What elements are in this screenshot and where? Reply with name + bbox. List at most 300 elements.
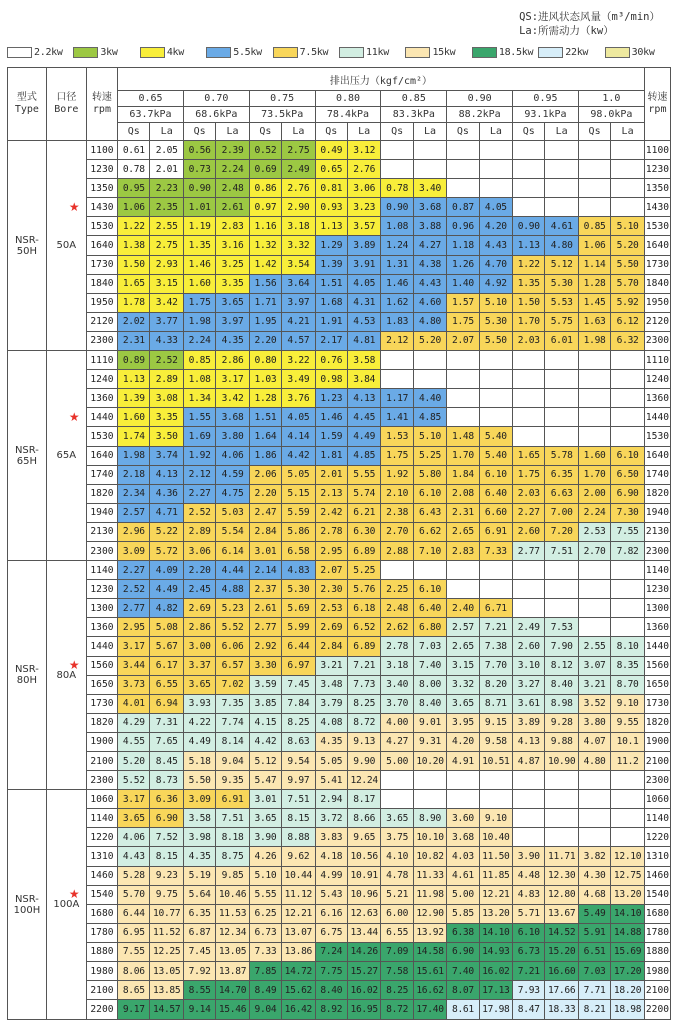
la-value: 4.21 (282, 312, 315, 331)
la-value: 5.30 (545, 274, 578, 293)
qs-value: 2.08 (447, 484, 479, 503)
qs-value: 7.40 (447, 962, 479, 981)
qs-value: 1.28 (249, 389, 281, 408)
la-value: 4.59 (216, 465, 249, 484)
empty-cell (479, 389, 512, 408)
qs-value: 6.90 (447, 942, 479, 961)
la-value: 8.70 (611, 675, 645, 694)
la-value: 10.90 (545, 752, 578, 771)
la-value: 11.71 (545, 847, 578, 866)
la-value: 7.03 (413, 637, 446, 656)
table-row (8, 446, 671, 465)
rpm-cell: 1820 (86, 484, 117, 503)
la-value: 2.01 (150, 160, 183, 179)
la-value: 5.30 (282, 580, 315, 599)
qs-value: 2.60 (513, 522, 545, 541)
la-value: 7.73 (347, 675, 380, 694)
table-row (8, 217, 671, 236)
qs-value: 4.06 (118, 828, 150, 847)
la-value: 5.25 (347, 561, 380, 580)
empty-cell (479, 179, 512, 198)
rpm-cell: 1880 (86, 942, 117, 961)
la-value: 6.97 (282, 656, 315, 675)
empty-cell (447, 790, 479, 809)
la-value: 10.1 (611, 732, 645, 751)
la-value: 4.45 (347, 408, 380, 427)
la-value: 8.40 (413, 694, 446, 713)
qs-value: 2.62 (381, 618, 413, 637)
legend-label: 5.5kw (233, 47, 262, 58)
empty-cell (578, 179, 610, 198)
empty-cell (513, 427, 545, 446)
star-icon: ★ (68, 409, 80, 424)
table-row (8, 293, 671, 312)
la-value: 13.05 (216, 942, 249, 961)
qs-value: 6.95 (118, 923, 150, 942)
la-value: 7.31 (150, 713, 183, 732)
performance-table (7, 67, 671, 1020)
qs-value: 3.65 (381, 809, 413, 828)
empty-cell (611, 408, 645, 427)
table-row (8, 580, 671, 599)
la-value: 7.38 (479, 637, 512, 656)
la-value: 10.40 (479, 828, 512, 847)
qs-value: 3.59 (249, 675, 281, 694)
qs-value: 3.98 (183, 828, 215, 847)
la-value: 13.87 (216, 962, 249, 981)
qs-value: 1.13 (513, 236, 545, 255)
qs-value: 2.52 (118, 580, 150, 599)
la-value: 9.88 (545, 732, 578, 751)
qs-value: 3.44 (118, 656, 150, 675)
la-value: 2.76 (282, 179, 315, 198)
qs-value: 2.27 (118, 561, 150, 580)
rpm-cell-right: 1820 (644, 713, 670, 732)
la-value: 5.78 (545, 446, 578, 465)
la-value: 12.30 (545, 866, 578, 885)
empty-cell (545, 370, 578, 389)
rpm-cell-right: 1640 (644, 446, 670, 465)
la-value: 4.06 (216, 446, 249, 465)
qs-value: 4.55 (118, 732, 150, 751)
legend-label: 15kw (432, 47, 456, 58)
rpm-cell-right: 1940 (644, 503, 670, 522)
la-value: 14.10 (611, 904, 645, 923)
rpm-cell: 1680 (86, 904, 117, 923)
la-value: 3.91 (347, 255, 380, 274)
la-value: 8.71 (479, 694, 512, 713)
la-value: 7.30 (611, 503, 645, 522)
empty-cell (479, 580, 512, 599)
la-value: 4.14 (282, 427, 315, 446)
la-value: 6.90 (150, 809, 183, 828)
la-value: 3.35 (216, 274, 249, 293)
rpm-cell-right: 1980 (644, 962, 670, 981)
la-value: 5.70 (611, 274, 645, 293)
rpm-cell-right: 1140 (644, 561, 670, 580)
la-value: 9.31 (413, 732, 446, 751)
la-column-label: La (150, 123, 183, 141)
la-value: 13.20 (611, 885, 645, 904)
la-value: 8.75 (216, 847, 249, 866)
la-value: 3.54 (282, 255, 315, 274)
qs-value: 1.19 (183, 217, 215, 236)
la-value: 11.2 (611, 752, 645, 771)
rpm-cell-right: 1350 (644, 179, 670, 198)
qs-value: 1.75 (183, 293, 215, 312)
bore-cell (46, 561, 86, 790)
rpm-cell-right: 1360 (644, 389, 670, 408)
empty-cell (513, 389, 545, 408)
rpm-cell-right: 1100 (644, 141, 670, 160)
qs-value: 2.03 (513, 331, 545, 350)
rpm-cell-right: 1440 (644, 637, 670, 656)
la-value: 5.10 (611, 217, 645, 236)
pressure-label: 0.90 (447, 91, 513, 107)
la-value: 4.05 (282, 408, 315, 427)
qs-value: 3.40 (381, 675, 413, 694)
la-value: 9.28 (545, 713, 578, 732)
qs-value: 2.03 (513, 484, 545, 503)
qs-value: 4.08 (315, 713, 347, 732)
rpm-cell-right: 1730 (644, 255, 670, 274)
la-value: 6.55 (150, 675, 183, 694)
la-value: 6.40 (479, 484, 512, 503)
empty-cell (545, 599, 578, 618)
qs-value: 4.61 (447, 866, 479, 885)
la-value: 15.69 (611, 942, 645, 961)
empty-cell (381, 351, 413, 370)
qs-value: 4.83 (513, 885, 545, 904)
qs-value: 3.65 (447, 694, 479, 713)
empty-cell (578, 427, 610, 446)
qs-value: 3.90 (513, 847, 545, 866)
la-value: 3.97 (216, 312, 249, 331)
rpm-cell: 1220 (86, 828, 117, 847)
la-value: 10.10 (413, 828, 446, 847)
la-value: 5.30 (479, 312, 512, 331)
legend-item (405, 45, 471, 60)
legend-swatch (405, 47, 430, 58)
rpm-cell: 1140 (86, 809, 117, 828)
la-value: 6.17 (150, 656, 183, 675)
note-la: La:所需动力（kw） (519, 25, 614, 37)
la-value: 3.97 (282, 293, 315, 312)
qs-value: 1.03 (249, 370, 281, 389)
rpm-cell-right: 1440 (644, 408, 670, 427)
qs-value: 2.55 (578, 637, 610, 656)
la-value: 6.10 (413, 484, 446, 503)
empty-cell (578, 828, 610, 847)
la-value: 4.88 (216, 580, 249, 599)
qs-value: 2.30 (315, 580, 347, 599)
empty-cell (381, 141, 413, 160)
la-value: 7.51 (216, 809, 249, 828)
qs-value: 3.90 (249, 828, 281, 847)
legend-swatch (7, 47, 32, 58)
la-value: 10.91 (347, 866, 380, 885)
pressure-label: 0.80 (315, 91, 381, 107)
la-value: 6.50 (611, 465, 645, 484)
la-value: 4.49 (150, 580, 183, 599)
qs-value: 1.60 (118, 408, 150, 427)
rpm-cell: 1730 (86, 255, 117, 274)
qs-value: 7.03 (578, 962, 610, 981)
table-row (8, 694, 671, 713)
qs-value: 0.85 (578, 217, 610, 236)
la-value: 2.76 (347, 160, 380, 179)
qs-value: 2.95 (315, 541, 347, 560)
qs-value: 2.17 (315, 331, 347, 350)
rpm-cell: 1640 (86, 446, 117, 465)
qs-value: 0.78 (118, 160, 150, 179)
qs-value: 2.96 (118, 522, 150, 541)
qs-value: 5.52 (118, 771, 150, 790)
la-value: 13.67 (545, 904, 578, 923)
qs-value: 3.85 (249, 694, 281, 713)
la-value: 17.66 (545, 981, 578, 1000)
rpm-cell-right: 1060 (644, 790, 670, 809)
qs-value: 5.91 (578, 923, 610, 942)
la-value: 2.23 (150, 179, 183, 198)
qs-value: 8.25 (381, 981, 413, 1000)
la-value: 6.60 (479, 503, 512, 522)
qs-value: 1.68 (315, 293, 347, 312)
rpm-cell-right: 1240 (644, 370, 670, 389)
la-value: 3.50 (150, 427, 183, 446)
la-value: 12.25 (150, 942, 183, 961)
table-row (8, 771, 671, 790)
qs-value: 4.27 (381, 732, 413, 751)
la-value: 5.59 (282, 503, 315, 522)
qs-value: 1.53 (381, 427, 413, 446)
la-value: 2.90 (282, 198, 315, 217)
qs-value: 9.14 (183, 1000, 215, 1020)
la-value: 11.85 (479, 866, 512, 885)
qs-column-label: Qs (118, 123, 150, 141)
qs-value: 3.30 (249, 656, 281, 675)
table-row (8, 828, 671, 847)
qs-value: 3.72 (315, 809, 347, 828)
la-value: 3.57 (347, 217, 380, 236)
rpm-cell: 1940 (86, 503, 117, 522)
la-value: 5.53 (545, 293, 578, 312)
qs-value: 2.31 (447, 503, 479, 522)
qs-value: 0.76 (315, 351, 347, 370)
la-value: 3.18 (282, 217, 315, 236)
la-value: 5.08 (150, 618, 183, 637)
qs-value: 2.20 (249, 484, 281, 503)
rpm-cell: 1840 (86, 274, 117, 293)
table-row (8, 312, 671, 331)
rpm-cell-right: 1300 (644, 599, 670, 618)
la-value: 3.84 (347, 370, 380, 389)
qs-value: 2.57 (118, 503, 150, 522)
qs-value: 2.34 (118, 484, 150, 503)
la-value: 4.57 (282, 331, 315, 350)
qs-value: 3.68 (447, 828, 479, 847)
la-value: 7.33 (479, 541, 512, 560)
qs-value: 1.75 (447, 312, 479, 331)
empty-cell (513, 408, 545, 427)
qs-value: 3.18 (381, 656, 413, 675)
qs-value: 2.53 (578, 522, 610, 541)
table-row (8, 141, 671, 160)
bore-size: 80A (56, 669, 77, 681)
qs-value: 2.95 (118, 618, 150, 637)
la-value: 6.62 (413, 522, 446, 541)
star-icon: ★ (68, 199, 80, 214)
qs-value: 7.92 (183, 962, 215, 981)
la-value: 8.17 (347, 790, 380, 809)
qs-value: 2.86 (183, 618, 215, 637)
la-value: 10.56 (347, 847, 380, 866)
empty-cell (479, 351, 512, 370)
la-value: 4.49 (347, 427, 380, 446)
rpm-cell: 2300 (86, 331, 117, 350)
rpm-cell: 1820 (86, 713, 117, 732)
la-value: 18.20 (611, 981, 645, 1000)
qs-value: 4.13 (513, 732, 545, 751)
rpm-header-right: 转速 rpm (644, 68, 670, 141)
qs-value: 2.06 (249, 465, 281, 484)
la-value: 2.83 (216, 217, 249, 236)
qs-value: 3.00 (183, 637, 215, 656)
la-value: 12.21 (479, 885, 512, 904)
empty-cell (513, 809, 545, 828)
qs-value: 2.20 (183, 561, 215, 580)
qs-value: 7.33 (249, 942, 281, 961)
rpm-cell-right: 2300 (644, 771, 670, 790)
la-value: 9.65 (347, 828, 380, 847)
la-value: 12.10 (611, 847, 645, 866)
qs-value: 5.85 (447, 904, 479, 923)
empty-cell (413, 561, 446, 580)
la-value: 5.80 (413, 465, 446, 484)
qs-value: 7.75 (315, 962, 347, 981)
rpm-cell-right: 1740 (644, 465, 670, 484)
qs-value: 5.70 (118, 885, 150, 904)
qs-value: 1.40 (447, 274, 479, 293)
la-value: 12.21 (282, 904, 315, 923)
empty-cell (545, 580, 578, 599)
qs-value: 6.73 (249, 923, 281, 942)
qs-value: 1.13 (315, 217, 347, 236)
qs-value: 8.47 (513, 1000, 545, 1020)
rpm-cell-right: 1110 (644, 351, 670, 370)
la-value: 3.42 (216, 389, 249, 408)
la-value: 18.33 (545, 1000, 578, 1020)
empty-cell (447, 771, 479, 790)
la-value: 4.80 (545, 236, 578, 255)
la-value: 12.63 (347, 904, 380, 923)
qs-value: 3.79 (315, 694, 347, 713)
la-value: 3.16 (216, 236, 249, 255)
table-row (8, 904, 671, 923)
empty-cell (513, 771, 545, 790)
qs-column-label: Qs (249, 123, 281, 141)
la-value: 3.35 (150, 408, 183, 427)
empty-cell (611, 370, 645, 389)
la-value: 3.80 (216, 427, 249, 446)
empty-cell (479, 790, 512, 809)
qs-value: 3.61 (513, 694, 545, 713)
qs-value: 1.56 (249, 274, 281, 293)
rpm-cell-right: 1230 (644, 160, 670, 179)
rpm-cell-right: 1530 (644, 427, 670, 446)
empty-cell (479, 771, 512, 790)
qs-value: 0.49 (315, 141, 347, 160)
la-value: 6.35 (545, 465, 578, 484)
la-value: 5.50 (611, 255, 645, 274)
qs-value: 2.89 (183, 522, 215, 541)
qs-value: 1.98 (183, 312, 215, 331)
la-value: 10.82 (413, 847, 446, 866)
qs-value: 2.14 (249, 561, 281, 580)
la-value: 4.83 (282, 561, 315, 580)
la-value: 11.12 (282, 885, 315, 904)
table-row (8, 942, 671, 961)
empty-cell (611, 160, 645, 179)
qs-value: 4.35 (315, 732, 347, 751)
table-row (8, 370, 671, 389)
qs-value: 0.98 (315, 370, 347, 389)
rpm-cell: 2300 (86, 541, 117, 560)
qs-value: 1.34 (183, 389, 215, 408)
la-value: 11.50 (479, 847, 512, 866)
empty-cell (578, 771, 610, 790)
legend-label: 30kw (631, 47, 655, 58)
la-value: 6.43 (413, 503, 446, 522)
empty-cell (513, 198, 545, 217)
la-value: 6.01 (545, 331, 578, 350)
la-value: 3.15 (150, 274, 183, 293)
empty-cell (611, 427, 645, 446)
qs-value: 3.93 (183, 694, 215, 713)
rpm-cell: 1360 (86, 389, 117, 408)
legend-swatch (140, 47, 165, 58)
qs-value: 9.17 (118, 1000, 150, 1020)
qs-value: 0.78 (381, 179, 413, 198)
qs-value: 1.13 (118, 370, 150, 389)
la-value: 4.43 (479, 236, 512, 255)
la-value: 5.67 (150, 637, 183, 656)
la-value: 6.18 (347, 599, 380, 618)
la-value: 15.27 (347, 962, 380, 981)
qs-value: 4.35 (183, 847, 215, 866)
qs-value: 3.95 (447, 713, 479, 732)
empty-cell (611, 351, 645, 370)
la-value: 9.35 (216, 771, 249, 790)
empty-cell (513, 599, 545, 618)
la-value: 17.40 (413, 1000, 446, 1020)
qs-value: 1.06 (118, 198, 150, 217)
qs-value: 1.51 (249, 408, 281, 427)
qs-value: 2.38 (381, 503, 413, 522)
table-row (8, 179, 671, 198)
kpa-label: 98.0kPa (578, 107, 644, 123)
la-value: 3.65 (216, 293, 249, 312)
rpm-cell: 1780 (86, 923, 117, 942)
la-value: 18.98 (611, 1000, 645, 1020)
qs-value: 6.51 (578, 942, 610, 961)
la-value: 3.76 (282, 389, 315, 408)
la-value: 15.20 (545, 942, 578, 961)
la-value: 4.80 (413, 312, 446, 331)
qs-value: 4.78 (381, 866, 413, 885)
la-value: 8.73 (150, 771, 183, 790)
qs-value: 1.65 (513, 446, 545, 465)
